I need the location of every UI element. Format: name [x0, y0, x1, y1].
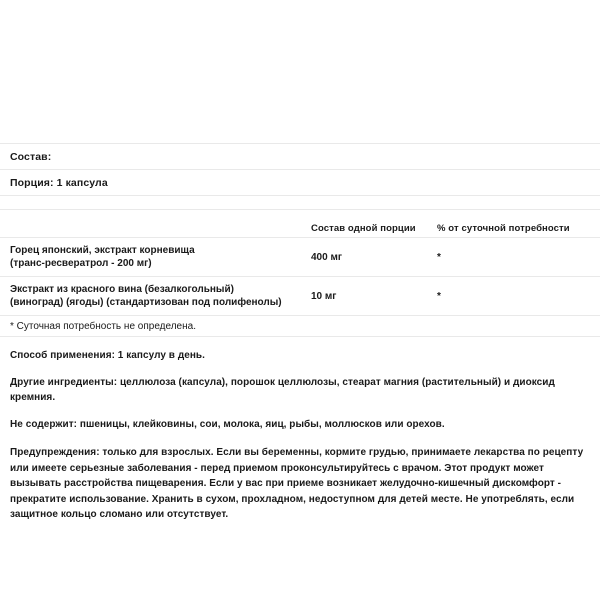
serving-row: [0, 170, 600, 195]
column-header-ingredient: [0, 210, 311, 238]
allergen-free-text: Не содержит: пшеницы, клейковины, сои, молока, яиц, рыбы, моллюсков или орехов.: [10, 418, 445, 430]
ingredient-daily-value: *: [437, 277, 600, 316]
composition-label: Состав:: [10, 150, 52, 163]
column-header-percent-daily-value: % от суточной потребности: [437, 210, 600, 238]
ingredient-daily-value: *: [437, 238, 600, 277]
column-header-amount-per-serving: Состав одной порции: [311, 210, 437, 238]
ingredient-name-line-1: Экстракт из красного вина (безалкогольный): [10, 284, 234, 295]
table-row: [0, 277, 600, 316]
ingredient-name: [0, 238, 311, 277]
table-body: [0, 238, 600, 316]
table-header-row: [0, 210, 600, 238]
ingredient-amount: 10 мг: [311, 277, 437, 316]
serving-label: Порция: 1 капсула: [10, 176, 108, 189]
ingredient-amount: 400 мг: [311, 238, 437, 277]
ingredient-name: [0, 277, 311, 316]
ingredient-name-line-2: (виноград) (ягоды) (стандартизован под полифенолы): [10, 297, 282, 308]
ingredient-name-line-1: Горец японский, экстракт корневища: [10, 245, 195, 256]
spacer: [0, 196, 600, 209]
dosage-text: Способ применения: 1 капсулу в день.: [10, 350, 205, 361]
composition-row: [0, 144, 600, 169]
table-header: [0, 210, 600, 238]
table-row: [0, 238, 600, 277]
supplement-facts-panel: [0, 143, 600, 523]
warnings-text: Предупреждения: только для взрослых. Если вы беременны, кормите грудью, принимаете лекарства по рецепту или имеете серьезные заболевания - перед приемом проконсультируйтесь с врачом. Этот продукт может вызывать расстройства пищеварения. Если у вас при приеме возникает желудочно-кишечный дискомфорт - прекратите использование. Хранить в сухом, прохладном, недоступном для детей месте. Не употреблять, если защитное кольцо сломано или отсутствует.: [10, 447, 584, 520]
daily-value-footnote: * Суточная потребность не определена.: [0, 316, 600, 337]
ingredient-name-line-2: (транс-ресвератрол - 200 мг): [10, 258, 152, 269]
supplement-facts-table: [0, 210, 600, 316]
other-ingredients-text: Другие ингредиенты: целлюлоза (капсула), порошок целлюлозы, стеарат магния (растительный) и диоксид кремния.: [10, 376, 555, 403]
